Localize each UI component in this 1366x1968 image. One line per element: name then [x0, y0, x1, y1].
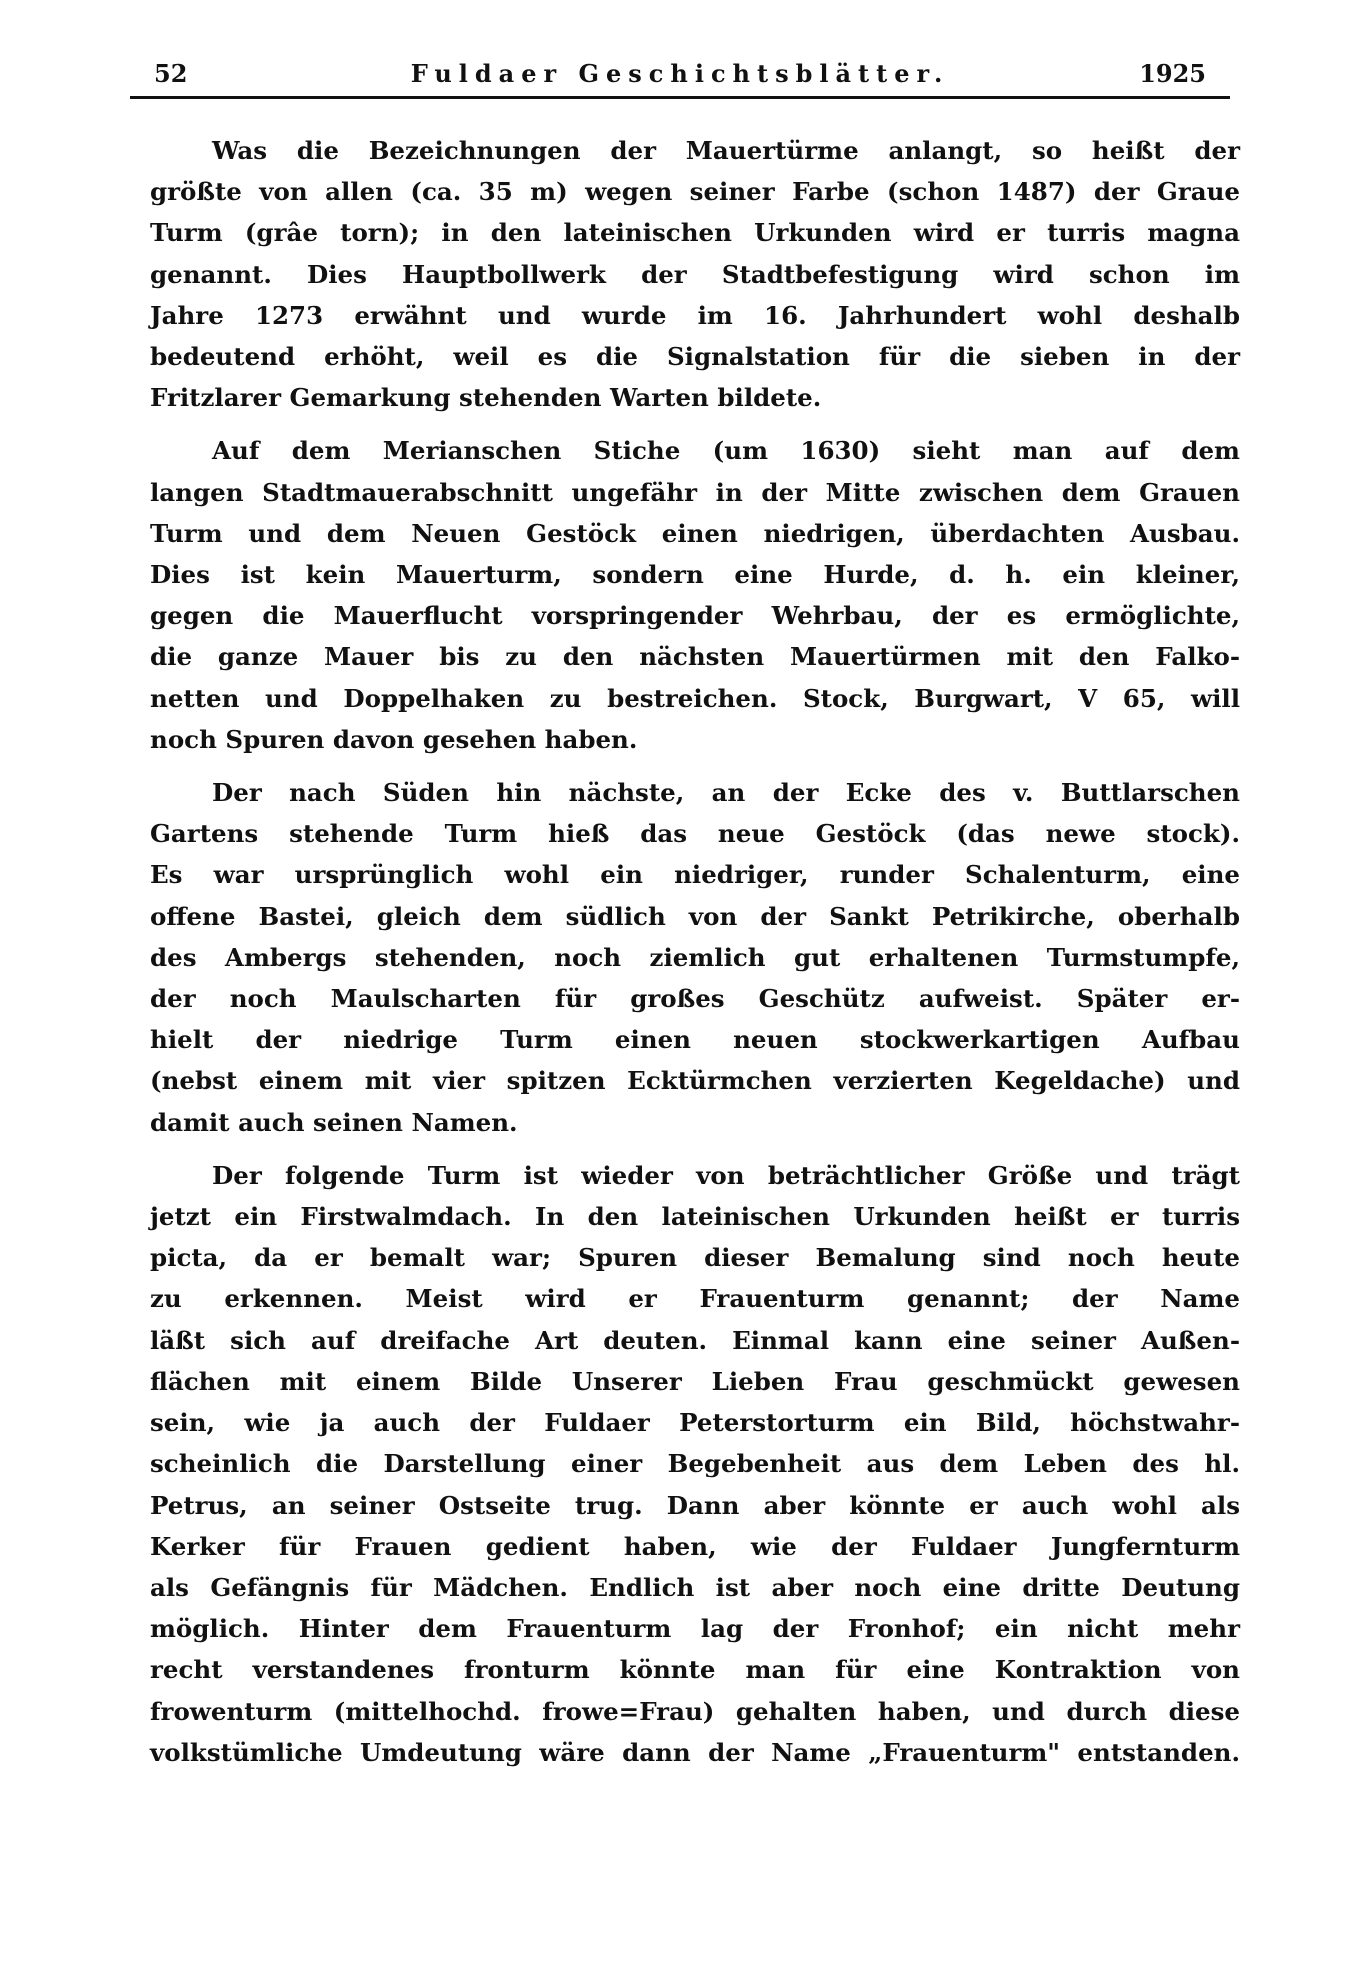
text-line: offene Bastei, gleich dem südlich von der Sankt Petrikirche, oberhalb	[150, 901, 1240, 931]
text-line: Petrus, an seiner Ostseite trug. Dann aber könnte er auch wohl als	[150, 1490, 1240, 1520]
text-line: noch Spuren davon gesehen haben.	[150, 724, 638, 754]
text-line: frowenturm (mittelhochd. frowe=Frau) gehalten haben, und durch diese	[150, 1696, 1240, 1726]
publication-year: 1925	[1139, 59, 1206, 88]
text-line: recht verstandenes fronturm könnte man für eine Kontraktion von	[150, 1655, 1240, 1685]
text-line: hielt der niedrige Turm einen neuen stockwerkartigen Aufbau	[150, 1025, 1240, 1055]
text-line: netten und Doppelhaken zu bestreichen. Stock, Burgwart, V 65, will	[150, 683, 1240, 713]
text-line: (nebst einem mit vier spitzen Ecktürmchen verzierten Kegeldache) und	[150, 1066, 1240, 1096]
text-line: Gartens stehende Turm hieß das neue Gestöck (das newe stock).	[150, 819, 1240, 849]
text-line: genannt. Dies Hauptbollwerk der Stadtbefestigung wird schon im	[150, 259, 1240, 289]
text-line: Jahre 1273 erwähnt und wurde im 16. Jahrhundert wohl deshalb	[150, 300, 1240, 330]
text-line: größte von allen (ca. 35 m) wegen seiner Farbe (schon 1487) der Graue	[150, 177, 1240, 207]
paragraph-hurde	[150, 430, 1240, 760]
header-rule	[130, 96, 1230, 99]
text-line: flächen mit einem Bilde Unserer Lieben Frau geschmückt gewesen	[150, 1366, 1240, 1396]
paragraph-frauenturm	[150, 1155, 1240, 1773]
text-line: gegen die Mauerflucht vorspringender Wehrbau, der es ermöglichte,	[150, 601, 1240, 631]
text-line: picta, da er bemalt war; Spuren dieser Bemalung sind noch heute	[150, 1243, 1240, 1273]
text-line: des Ambergs stehenden, noch ziemlich gut erhaltenen Turmstumpfe,	[150, 942, 1240, 972]
text-line: die ganze Mauer bis zu den nächsten Mauertürmen mit den Falko-	[150, 642, 1240, 672]
text-line: zu erkennen. Meist wird er Frauenturm genannt; der Name	[150, 1284, 1240, 1314]
paragraph-mauertuerme	[150, 130, 1240, 418]
text-line: langen Stadtmauerabschnitt ungefähr in der Mitte zwischen dem Grauen	[150, 477, 1240, 507]
text-line: möglich. Hinter dem Frauenturm lag der Fronhof; ein nicht mehr	[150, 1614, 1240, 1644]
text-line: Fritzlarer Gemarkung stehenden Warten bildete.	[150, 383, 822, 413]
text-line: Kerker für Frauen gedient haben, wie der Fuldaer Jungfernturm	[150, 1531, 1240, 1561]
running-header	[130, 54, 1230, 94]
text-line: Turm (grâe torn); in den lateinischen Urkunden wird er turris magna	[150, 218, 1240, 248]
text-line: volkstümliche Umdeutung wäre dann der Name „Frauenturm" entstanden.	[150, 1737, 1240, 1767]
text-line: Dies ist kein Mauerturm, sondern eine Hurde, d. h. ein kleiner,	[150, 560, 1240, 590]
text-line: Was die Bezeichnungen der Mauertürme anlangt, so heißt der	[212, 136, 1240, 165]
text-line: Auf dem Merianschen Stiche (um 1630) sieht man auf dem	[212, 436, 1240, 466]
text-line: bedeutend erhöht, weil es die Signalstation für die sieben in der	[150, 342, 1240, 372]
body-text	[150, 130, 1240, 1773]
journal-title: Fuldaer Geschichtsblätter.	[410, 59, 950, 88]
text-line: der noch Maulscharten für großes Geschütz aufweist. Später er-	[150, 984, 1240, 1014]
text-line: läßt sich auf dreifache Art deuten. Einmal kann eine seiner Außen-	[150, 1325, 1240, 1355]
text-line: jetzt ein Firstwalmdach. In den lateinischen Urkunden heißt er turris	[150, 1202, 1240, 1232]
text-line: Es war ursprünglich wohl ein niedriger, runder Schalenturm, eine	[150, 860, 1240, 890]
text-line: sein, wie ja auch der Fuldaer Peterstorturm ein Bild, höchstwahr-	[150, 1408, 1240, 1438]
paragraph-neue-gestoeck	[150, 772, 1240, 1143]
text-line: als Gefängnis für Mädchen. Endlich ist aber noch eine dritte Deutung	[150, 1572, 1240, 1602]
text-line: Der nach Süden hin nächste, an der Ecke des v. Buttlarschen	[212, 778, 1240, 808]
text-line: scheinlich die Darstellung einer Begebenheit aus dem Leben des hl.	[150, 1449, 1240, 1479]
page-number: 52	[154, 59, 188, 88]
text-line: Der folgende Turm ist wieder von beträchtlicher Größe und trägt	[212, 1160, 1240, 1190]
text-line: damit auch seinen Namen.	[150, 1107, 518, 1137]
text-line: Turm und dem Neuen Gestöck einen niedrigen, überdachten Ausbau.	[150, 518, 1240, 548]
